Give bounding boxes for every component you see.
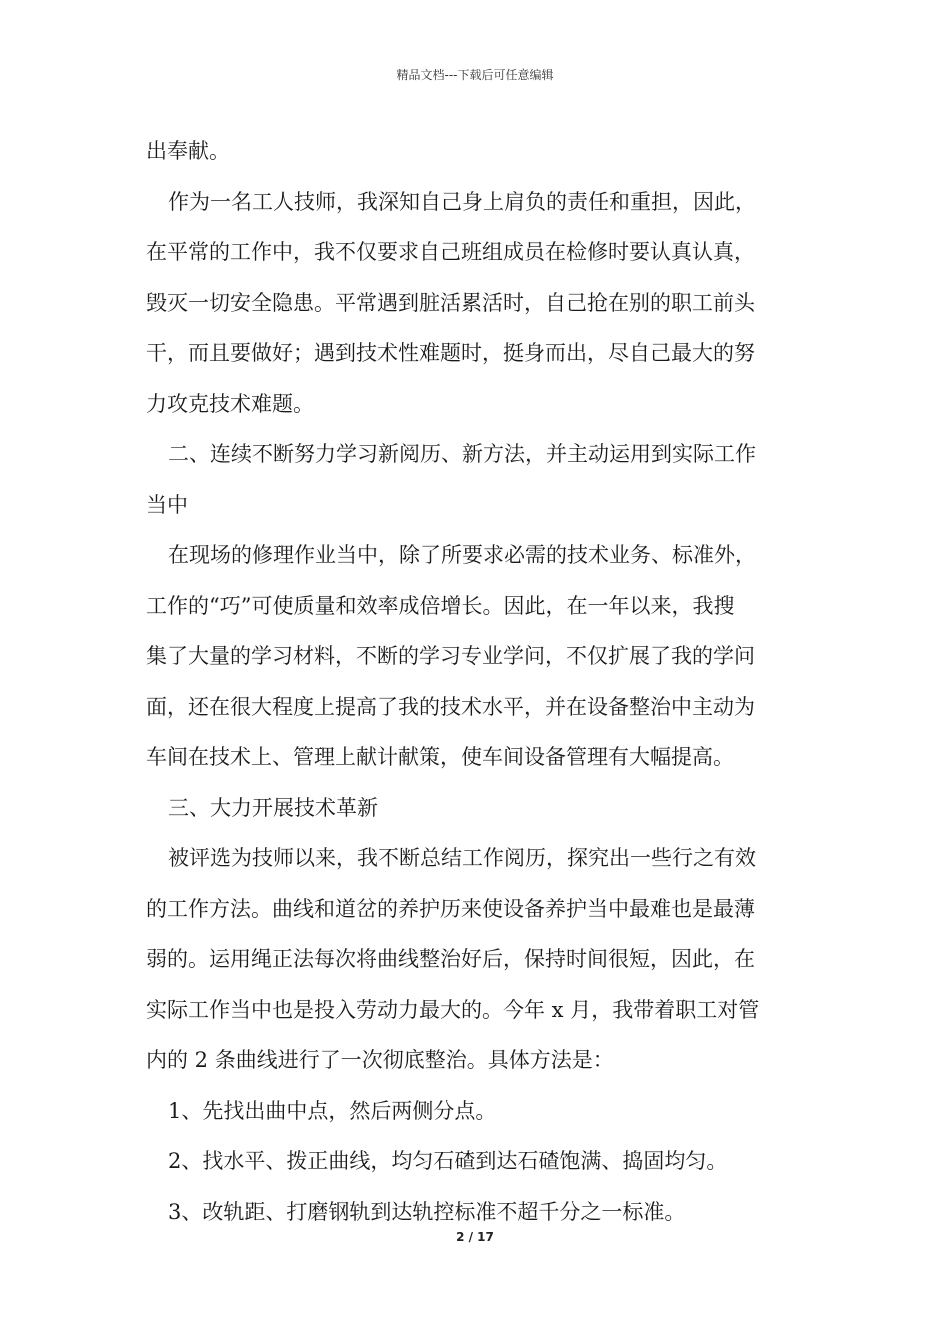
section-heading-3: [146, 783, 810, 834]
text-line: 面，还在很大程度上提高了我的技术水平，并在设备整治中主动为: [146, 694, 755, 719]
text-line: 实际工作当中也是投入劳动力最大的。今年 x 月，我带着职工对管: [146, 997, 760, 1022]
text-line: 集了大量的学习材料，不断的学习专业学问，不仅扩展了我的学问: [146, 644, 755, 668]
paragraph-1: [146, 126, 810, 177]
text-line: 被评选为技师以来，我不断总结工作阅历，探究出一些行之有效: [168, 846, 756, 870]
text-line: 2、找水平、拨正曲线，均匀石碴到达石碴饱满、捣固均匀。: [168, 1149, 728, 1173]
text-line: 在现场的修理作业当中，除了所要求必需的技术业务、标准外，: [168, 543, 756, 567]
paragraph-3: [146, 530, 810, 783]
list-item-1: [146, 1086, 810, 1137]
text-line: 三、大力开展技术革新: [168, 795, 378, 820]
text-line: 在平常的工作中，我不仅要求自己班组成员在检修时要认真认真，: [146, 240, 755, 264]
text-line: 内的 2 条曲线进行了一次彻底整治。具体方法是：: [146, 1048, 614, 1072]
text-line: 毁灭一切安全隐患。平常遇到脏活累活时，自己抢在别的职工前头: [146, 290, 755, 315]
list-item-2: [146, 1136, 810, 1187]
text-line: 当中: [146, 492, 188, 517]
text-line: 的工作方法。曲线和道岔的养护历来使设备养护当中最难也是最薄: [146, 896, 755, 921]
text-line: 二、连续不断努力学习新阅历、新方法，并主动运用到实际工作: [168, 442, 756, 466]
text-line: 弱的。运用绳正法每次将曲线整治好后，保持时间很短，因此，在: [146, 947, 755, 971]
text-line: 干，而且要做好；遇到技术性难题时，挺身而出，尽自己最大的努: [146, 341, 755, 365]
text-line: 力攻克技术难题。: [146, 391, 314, 416]
page-header: 精品文档---下载后可任意编辑: [396, 68, 554, 82]
text-line: 车间在技术上、管理上献计献策，使车间设备管理有大幅提高。: [146, 745, 734, 769]
paragraph-2: [146, 177, 810, 430]
page-number: 2 / 17: [456, 1230, 494, 1244]
section-heading-2: [146, 429, 810, 530]
text-line: 工作的“巧”可使质量和效率成倍增长。因此，在一年以来，我搜: [146, 593, 735, 618]
text-line: 1、先找出曲中点，然后两侧分点。: [168, 1098, 497, 1123]
text-line: 出奉献。: [146, 139, 230, 163]
text-line: 3、改轨距、打磨钢轨到达轨控标准不超千分之一标准。: [168, 1199, 686, 1224]
paragraph-4: [146, 833, 810, 1086]
text-line: 作为一名工人技师，我深知自己身上肩负的责任和重担，因此，: [168, 189, 756, 214]
document-body: [146, 126, 810, 1237]
